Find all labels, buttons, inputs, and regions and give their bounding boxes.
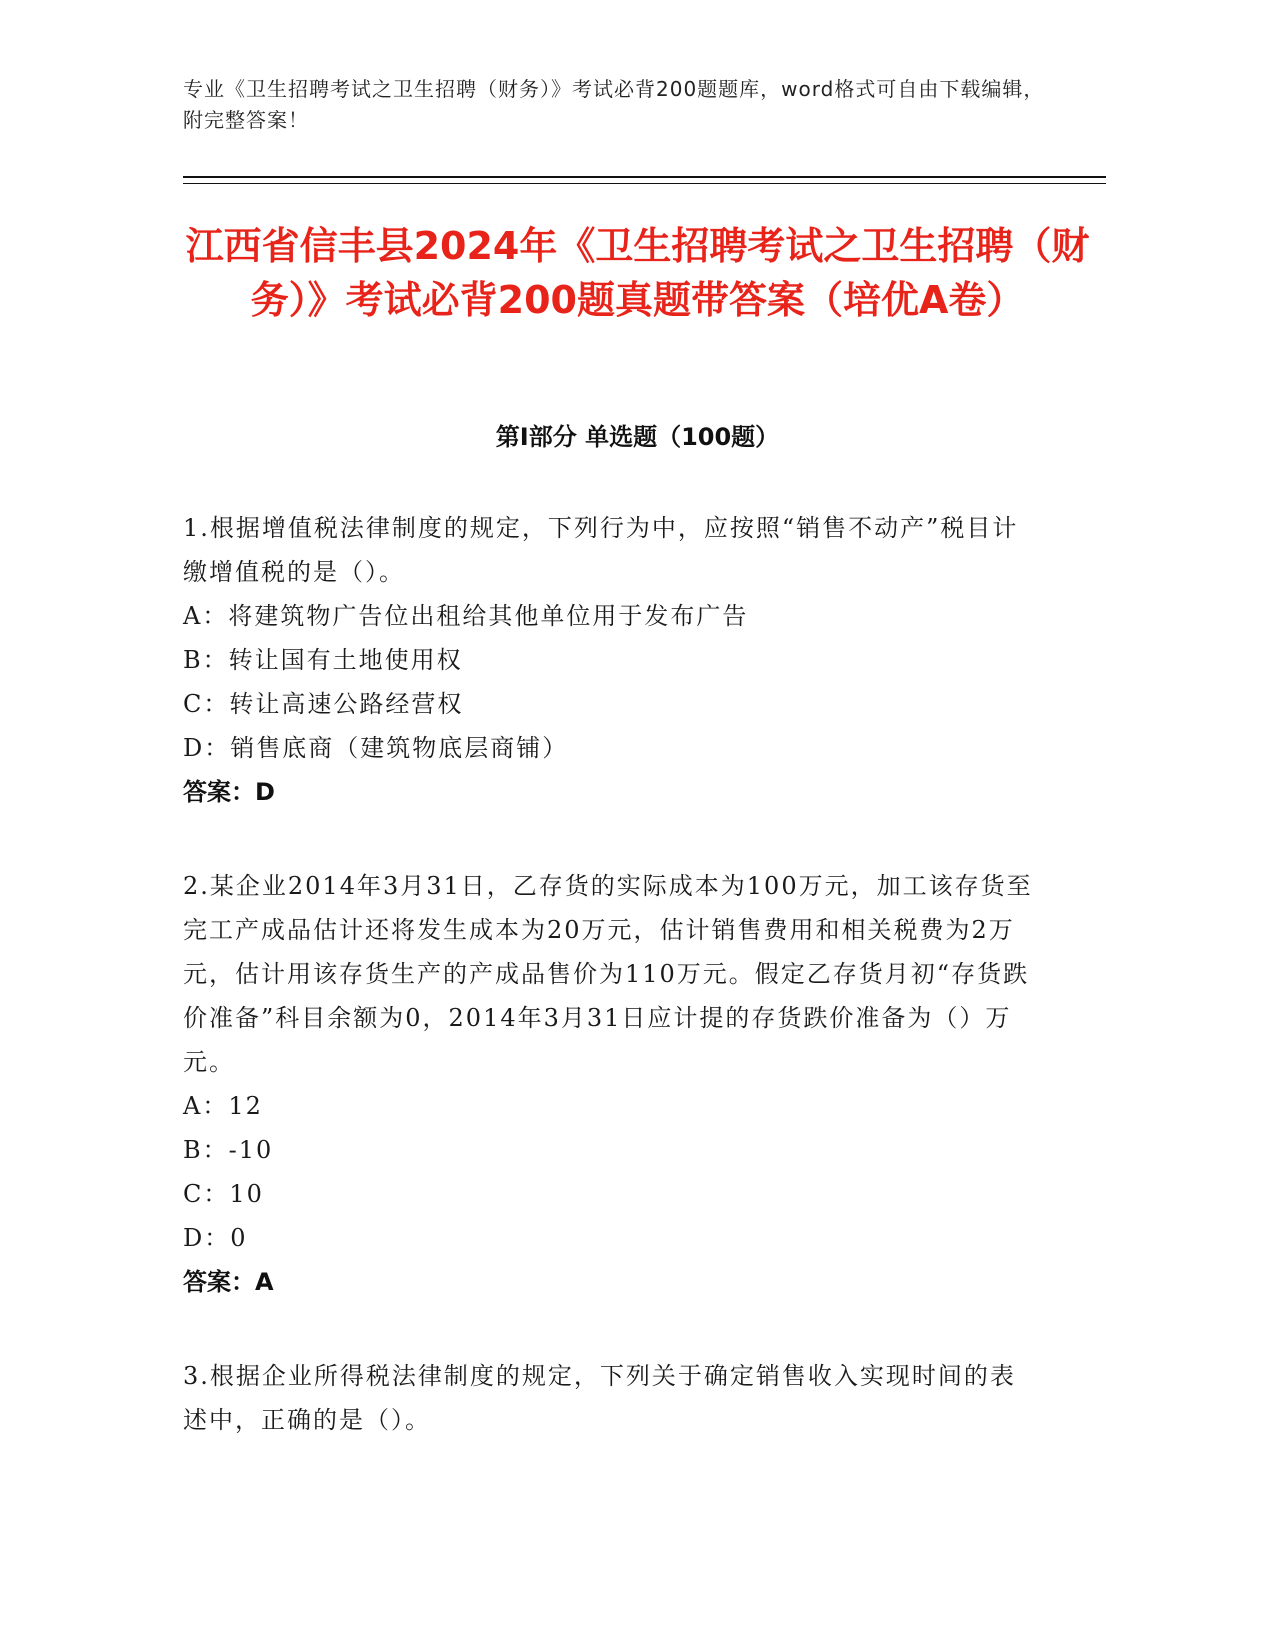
question-item bbox=[183, 864, 1038, 1304]
answer-option: C：转让高速公路经营权 bbox=[183, 690, 464, 718]
answer-option: B：转让国有土地使用权 bbox=[183, 646, 463, 674]
answer-option: A：12 bbox=[183, 1092, 263, 1120]
header-divider-thick bbox=[183, 176, 1106, 178]
answer-option: D：0 bbox=[183, 1224, 248, 1252]
document-title: 江西省信丰县2024年《卫生招聘考试之卫生招聘（财务）》考试必背200题真题带答案（培优A卷） bbox=[185, 224, 1090, 322]
section-heading: 第I部分 单选题（100题） bbox=[495, 423, 780, 451]
question-list bbox=[183, 506, 1038, 1492]
header-note: 专业《卫生招聘考试之卫生招聘（财务）》考试必背200题题库，word格式可自由下载编辑，附完整答案！ bbox=[183, 77, 1045, 132]
answer-key: 答案：D bbox=[183, 778, 275, 806]
question-stem: 2.某企业2014年3月31日，乙存货的实际成本为100万元，加工该存货至完工产成品估计还将发生成本为20万元，估计销售费用和相关税费为2万元，估计用该存货生产的产成品售价为110万元。假定乙存货月初“存货跌价准备”科目余额为0，2014年3月31日应计提的存货跌价准备为（）万元。 bbox=[183, 872, 1033, 1076]
answer-option: D：销售底商（建筑物底层商铺） bbox=[183, 734, 569, 762]
answer-option: A：将建筑物广告位出租给其他单位用于发布广告 bbox=[183, 602, 749, 630]
answer-option: B：-10 bbox=[183, 1136, 274, 1164]
answer-option: C：10 bbox=[183, 1180, 264, 1208]
question-item bbox=[183, 506, 1038, 814]
answer-key: 答案：A bbox=[183, 1268, 274, 1296]
question-stem: 3.根据企业所得税法律制度的规定，下列关于确定销售收入实现时间的表述中，正确的是（）。 bbox=[183, 1362, 1016, 1434]
header-divider-thin bbox=[183, 183, 1106, 184]
question-stem: 1.根据增值税法律制度的规定，下列行为中，应按照“销售不动产”税目计缴增值税的是（）。 bbox=[183, 514, 1019, 586]
question-item bbox=[183, 1354, 1038, 1442]
